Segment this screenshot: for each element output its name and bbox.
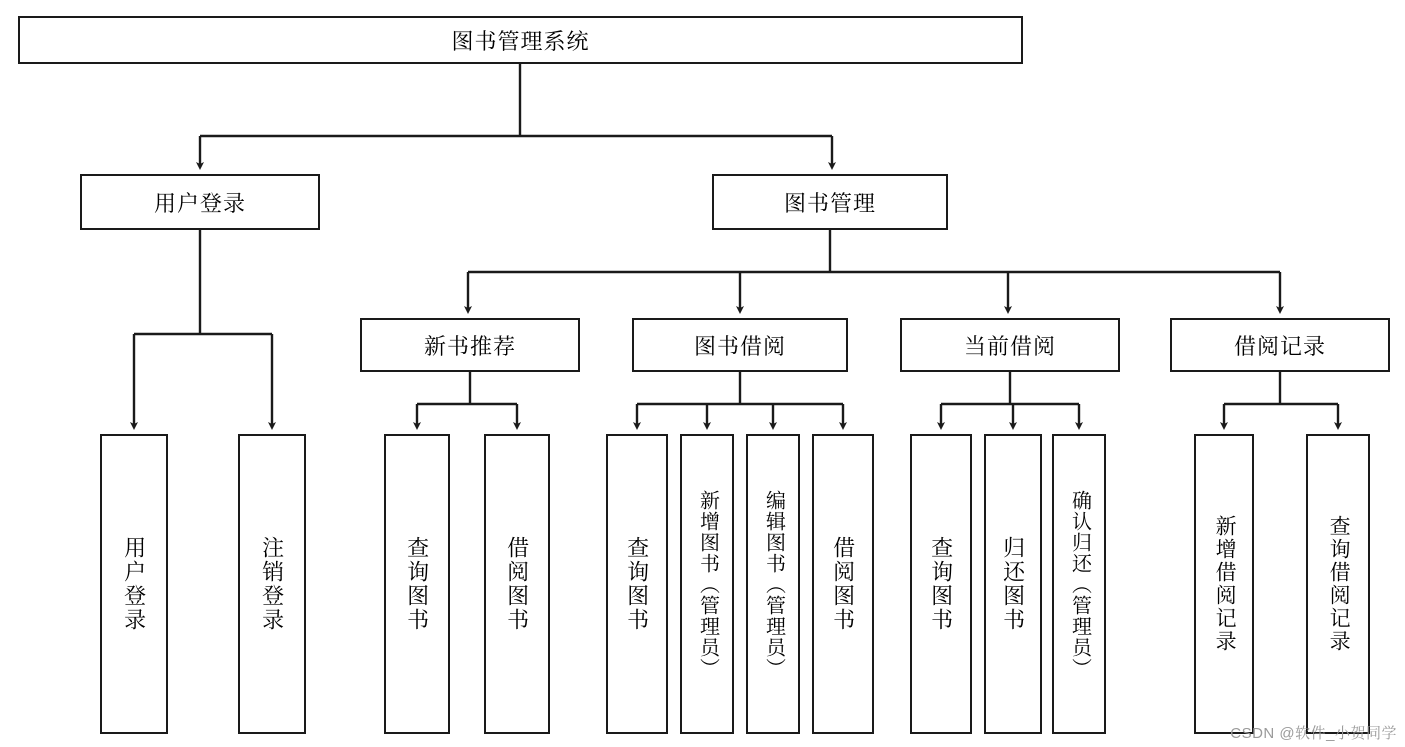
node-leaf-logout-label: 注销登录 (259, 536, 285, 632)
node-leaf-return-book-label: 归还图书 (1000, 536, 1026, 632)
node-leaf-query-book-1[interactable] (384, 434, 450, 734)
node-leaf-query-book-1-label: 查询图书 (404, 536, 430, 632)
node-current-borrow[interactable] (900, 318, 1120, 372)
node-leaf-borrow-book-1-label: 借阅图书 (504, 536, 530, 632)
node-new-book-recommend[interactable] (360, 318, 580, 372)
node-new-book-recommend-label: 新书推荐 (423, 333, 516, 359)
node-leaf-borrow-book-1[interactable] (484, 434, 550, 734)
node-root-label: 图书管理系统 (451, 28, 590, 54)
watermark: CSDN @软件_小贺同学 (1230, 725, 1397, 742)
node-borrow-record-label: 借阅记录 (1233, 333, 1326, 359)
node-leaf-query-record-label: 查询借阅记录 (1327, 515, 1351, 653)
node-leaf-add-book-label: 新增图书（管理员） (696, 489, 719, 679)
node-user-login-label: 用户登录 (153, 190, 246, 216)
node-user-login[interactable] (80, 174, 320, 230)
node-borrow-record[interactable] (1170, 318, 1390, 372)
node-leaf-edit-book[interactable] (746, 434, 800, 734)
node-leaf-query-book-2[interactable] (606, 434, 668, 734)
node-leaf-borrow-book-2-label: 借阅图书 (830, 536, 856, 632)
node-leaf-add-record-label: 新增借阅记录 (1213, 515, 1237, 653)
node-leaf-confirm-return[interactable] (1052, 434, 1106, 734)
node-book-manage-label: 图书管理 (783, 190, 876, 216)
node-leaf-edit-book-label: 编辑图书（管理员） (762, 489, 785, 679)
node-leaf-query-book-2-label: 查询图书 (624, 536, 650, 632)
node-leaf-confirm-return-label: 确认归还（管理员） (1068, 489, 1091, 679)
node-leaf-query-book-3-label: 查询图书 (928, 536, 954, 632)
node-book-borrow[interactable] (632, 318, 848, 372)
node-leaf-user-login-label: 用户登录 (121, 536, 147, 632)
node-leaf-add-book[interactable] (680, 434, 734, 734)
node-book-borrow-label: 图书借阅 (693, 333, 786, 359)
node-leaf-query-book-3[interactable] (910, 434, 972, 734)
node-current-borrow-label: 当前借阅 (963, 333, 1056, 359)
node-book-manage[interactable] (712, 174, 948, 230)
node-leaf-return-book[interactable] (984, 434, 1042, 734)
node-leaf-borrow-book-2[interactable] (812, 434, 874, 734)
node-leaf-query-record[interactable] (1306, 434, 1370, 734)
node-leaf-add-record[interactable] (1194, 434, 1254, 734)
node-root[interactable] (18, 16, 1023, 64)
node-leaf-logout[interactable] (238, 434, 306, 734)
node-leaf-user-login[interactable] (100, 434, 168, 734)
